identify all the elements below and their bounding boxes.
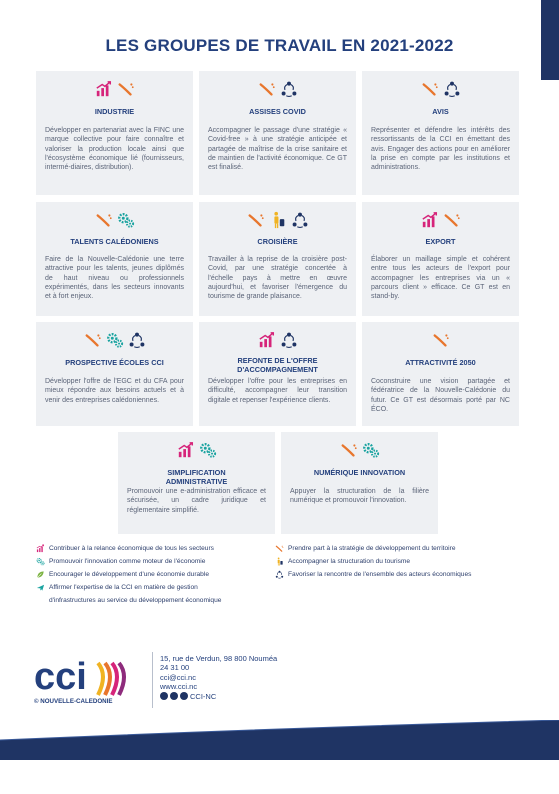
card-icons (36, 79, 193, 99)
gears-icon (117, 211, 135, 229)
card-body: Faire de la Nouvelle-Calédonie une terre attractive pour les talents, jeunes diplômés de haut niveau ou professionnels expérimentés, dans les secteurs innovants et à fort enjeux. (45, 256, 184, 301)
caledonia-icon (117, 80, 135, 98)
card-body: Promouvoir une e-administration efficace et sécurisée, un cadre juridique et réglementaire simplifié. (127, 488, 266, 514)
legend-item (36, 581, 221, 594)
legend-item (36, 568, 221, 581)
card-title: CROISIÈRE (257, 237, 298, 246)
legend-indent (36, 596, 45, 605)
card-icons (118, 440, 275, 460)
card-attractivite-2050 (362, 322, 519, 426)
card-title: SIMPLIFICATION ADMINISTRATIVE (165, 468, 228, 486)
gears-icon (362, 441, 380, 459)
leaf-icon (36, 570, 45, 579)
tourism-icon (269, 211, 287, 229)
network-icon (275, 570, 284, 579)
card-croisiere (199, 202, 356, 316)
card-refonte-offre (199, 322, 356, 426)
legend-item (275, 555, 471, 568)
footer-separator (152, 652, 153, 708)
network-icon (128, 331, 146, 349)
card-talents-caledoniens (36, 202, 193, 316)
card-icons (362, 79, 519, 99)
card-body: Développer l'offre de l'EGC et du CFA pour mieux répondre aux besoins actuels et à venir des entreprises calédoniennes. (45, 378, 184, 404)
gears-icon (36, 557, 45, 566)
legend-item (275, 542, 471, 555)
card-icons (36, 210, 193, 230)
logo-waves-icon (98, 663, 124, 695)
cci-logo (34, 655, 146, 705)
chart-icon (177, 441, 195, 459)
linkedin-icon[interactable] (170, 692, 178, 700)
contact-address: 15, rue de Verdun, 98 800 Nouméa (160, 654, 278, 663)
card-body: Représenter et défendre les intérêts des ressortissants de la CCI en émettant des avis. Engager des actions pour en améliorer la prise en compte par les institutions et administrations. (371, 127, 510, 172)
card-icons (362, 330, 519, 350)
legend-left (36, 542, 221, 607)
network-icon (291, 211, 309, 229)
logo-tagline: © NOUVELLE-CALEDONIE (34, 698, 113, 705)
contact-block (160, 654, 277, 701)
card-prospective-ecoles (36, 322, 193, 426)
legend-text: d'infrastructures au service du développement économique (49, 597, 222, 604)
card-icons (362, 210, 519, 230)
gears-icon (199, 441, 217, 459)
legend-text: Encourager le développement d'une économie durable (49, 571, 209, 578)
contact-website[interactable]: www.cci.nc (160, 682, 198, 692)
facebook-icon[interactable] (160, 692, 168, 700)
social-row (160, 692, 277, 701)
card-body: Travailler à la reprise de la croisière post-Covid, par une stratégie concertée à l'échelle pays à mettre en œuvre aujourd'hui, et favoriser l'émergence du tourisme de grande plaisance. (208, 256, 347, 301)
caledonia-icon (421, 80, 439, 98)
card-icons (36, 330, 193, 350)
chart-icon (36, 544, 45, 553)
legend-item (275, 568, 471, 581)
card-body: Coconstruire une vision partagée et fédératrice de la Nouvelle-Calédonie du futur. Ce GT est désormais porté par NC ÉCO. (371, 378, 510, 413)
gears-icon (106, 331, 124, 349)
card-icons (199, 210, 356, 230)
chart-icon (95, 80, 113, 98)
caledonia-icon (432, 331, 450, 349)
social-handle: CCI-NC (190, 691, 217, 701)
legend-text: Promouvoir l'innovation comme moteur de l'économie (49, 558, 206, 565)
card-export (362, 202, 519, 316)
caledonia-icon (95, 211, 113, 229)
legend-text: Favoriser la rencontre de l'ensemble des acteurs économiques (288, 571, 472, 578)
legend-text: Accompagner la structuration du tourisme (288, 558, 411, 565)
caledonia-icon (247, 211, 265, 229)
contact-email[interactable]: cci@cci.nc (160, 672, 196, 682)
legend-item (36, 555, 221, 568)
card-title: PROSPECTIVE ÉCOLES CCI (65, 358, 164, 367)
legend-text: Affirmer l'expertise de la CCI en matière de gestion (49, 584, 198, 591)
network-icon (280, 80, 298, 98)
caledonia-icon (275, 544, 284, 553)
card-icons (199, 79, 356, 99)
contact-phone: 24 31 00 (160, 663, 190, 673)
card-avis (362, 71, 519, 195)
plane-icon (36, 583, 45, 592)
card-numerique-innovation (281, 432, 438, 534)
caledonia-icon (258, 80, 276, 98)
chart-icon (258, 331, 276, 349)
card-title: ASSISES COVID (249, 107, 306, 116)
logo-text: cci (34, 656, 87, 698)
legend-item (36, 594, 221, 607)
card-body: Accompagner le passage d'une stratégie « Covid-free » à une stratégie anticipée et partagée de maîtrise de la crise sanitaire et de maintien de l'activité économique. Ce GT est finalisé. (208, 127, 347, 172)
card-body: Appuyer la structuration de la filière numérique et promouvoir l'innovation. (290, 488, 429, 505)
chart-icon (421, 211, 439, 229)
caledonia-icon (443, 211, 461, 229)
youtube-icon[interactable] (180, 692, 188, 700)
card-simplification-administrative (118, 432, 275, 534)
legend-text: Contribuer à la relance économique de tous les secteurs (49, 545, 214, 552)
card-icons (281, 440, 438, 460)
card-icons (199, 330, 356, 350)
card-title: INDUSTRIE (94, 107, 135, 116)
caledonia-icon (84, 331, 102, 349)
card-body: Élaborer un maillage simple et cohérent entre tous les acteurs de l'export pour accompagner les entreprises via un « parcours client » efficace. Ce GT est en stand-by. (371, 256, 510, 301)
legend-text: Prendre part à la stratégie de développement du territoire (288, 545, 456, 552)
card-title: EXPORT (425, 237, 456, 246)
card-body: Développer en partenariat avec la FINC une marque collective pour faire connaître et valoriser la production locale ainsi que l'écosystème économique lié (fournisseurs, intermé-diaires, distribution). (45, 127, 184, 172)
legend-right (275, 542, 471, 581)
card-industrie (36, 71, 193, 195)
card-title: ATTRACTIVITÉ 2050 (405, 358, 476, 367)
card-assises-covid (199, 71, 356, 195)
caledonia-icon (340, 441, 358, 459)
bottom-wave-band (0, 720, 559, 760)
tourism-icon (275, 557, 284, 566)
card-body: Développer l'offre pour les entreprises en difficulté, accompagner leur transition digitale et repenser l'expérience clients. (208, 378, 347, 404)
legend-item (36, 542, 221, 555)
card-title: REFONTE DE L'OFFRE D'ACCOMPAGNEMENT (237, 356, 318, 374)
network-icon (280, 331, 298, 349)
card-title: NUMÉRIQUE INNOVATION (313, 468, 406, 477)
network-icon (443, 80, 461, 98)
page-title: LES GROUPES DE TRAVAIL EN 2021-2022 (105, 36, 454, 55)
card-title: AVIS (432, 107, 449, 116)
card-title: TALENTS CALÉDONIENS (70, 237, 159, 246)
